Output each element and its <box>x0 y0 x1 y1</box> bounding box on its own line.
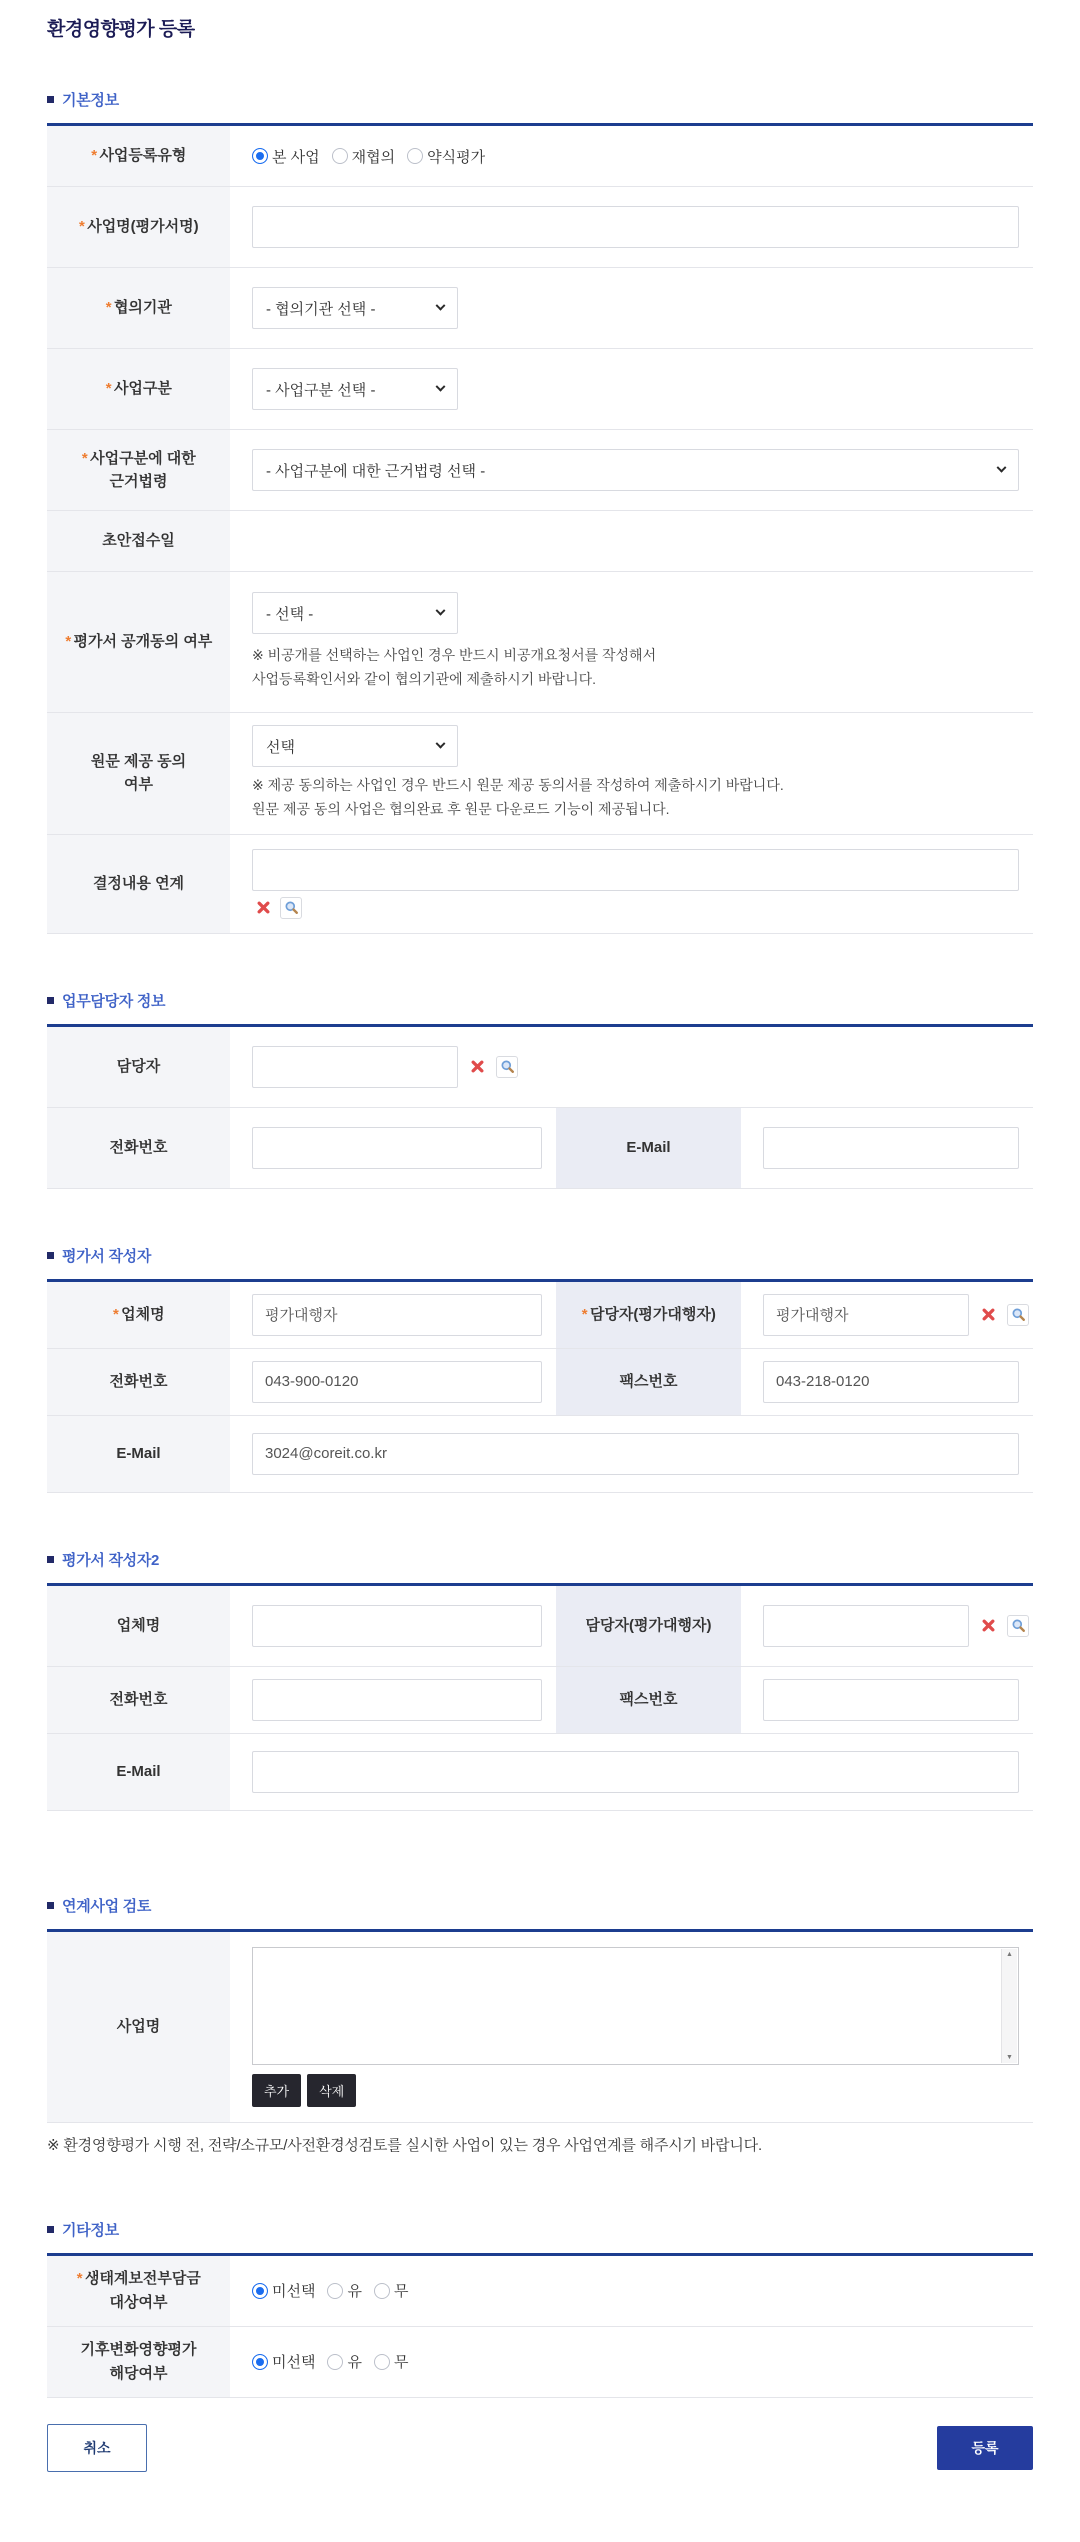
disclosure-consent-label: * 평가서 공개동의 여부 <box>47 572 230 712</box>
section-writer2-title: 평가서 작성자2 <box>62 1551 160 1569</box>
row-draft-date <box>47 511 1033 572</box>
decision-link-input[interactable] <box>252 849 1019 891</box>
section-manager <box>47 990 1033 1189</box>
basic-table <box>47 123 1033 934</box>
draft-date-label: 초안접수일 <box>47 511 230 571</box>
required-mark: * <box>112 1305 119 1323</box>
add-button[interactable]: 추가 <box>252 2074 301 2107</box>
business-class-select[interactable] <box>252 368 458 410</box>
disclosure-consent-select-value: - 선택 - <box>266 605 314 623</box>
section-writer2-header <box>47 1549 1033 1570</box>
writer2-fax-input[interactable] <box>763 1679 1019 1721</box>
row-writer2-email <box>47 1734 1033 1811</box>
row-writer1-company <box>47 1282 1033 1349</box>
eco-levy-radio-group <box>252 2280 408 2301</box>
row-manager-person <box>47 1027 1033 1108</box>
section-linked-header <box>47 1895 1033 1916</box>
writer2-phone-input[interactable] <box>252 1679 542 1721</box>
writer2-company-input[interactable] <box>252 1605 542 1647</box>
row-business-name <box>47 187 1033 268</box>
etc-table <box>47 2253 1033 2398</box>
writer1-phone-input[interactable] <box>252 1361 542 1403</box>
manager-phone-input[interactable] <box>252 1127 542 1169</box>
writer2-agent-input[interactable] <box>763 1605 969 1647</box>
row-legal-basis <box>47 430 1033 511</box>
registration-type-label: * 사업등록유형 <box>47 126 230 186</box>
business-class-select-value: - 사업구분 선택 - <box>266 381 376 399</box>
climate-assessment-label: 기후변화영향평가 해당여부 <box>47 2327 230 2397</box>
consult-org-label: * 협의기관 <box>47 268 230 348</box>
manager-table <box>47 1024 1033 1189</box>
search-icon[interactable] <box>496 1056 518 1078</box>
linked-business-listbox[interactable] <box>252 1947 1019 2065</box>
writer1-company-input[interactable] <box>252 1294 542 1336</box>
radio-climate-yes[interactable]: 유 <box>327 2351 362 2372</box>
section-basic-header <box>47 89 1033 110</box>
radio-unselected-icon[interactable] <box>332 148 348 164</box>
manager-person-label: 담당자 <box>47 1027 230 1107</box>
legal-basis-label: * 사업구분에 대한 근거법령 <box>47 430 230 510</box>
writer1-table <box>47 1279 1033 1493</box>
required-mark: * <box>76 2270 82 2288</box>
radio-selected-icon[interactable] <box>252 2354 268 2370</box>
radio-unselected-icon[interactable] <box>407 148 423 164</box>
linked-business-label: 사업명 <box>47 1932 230 2122</box>
section-writer1-header <box>47 1245 1033 1266</box>
writer2-company-label: 업체명 <box>47 1586 230 1666</box>
radio-eco-none[interactable]: 미선택 <box>252 2280 315 2301</box>
section-writer1-title: 평가서 작성자 <box>62 1247 152 1265</box>
writer1-email-label: E-Mail <box>47 1416 230 1492</box>
climate-assessment-radio-group <box>252 2351 408 2372</box>
row-disclosure-consent <box>47 572 1033 713</box>
writer1-phone-label: 전화번호 <box>47 1349 230 1415</box>
section-bullet-icon <box>47 1902 54 1909</box>
section-writer2 <box>47 1549 1033 1811</box>
radio-climate-no[interactable]: 무 <box>374 2351 409 2372</box>
section-basic <box>47 89 1033 934</box>
draft-date-value-cell <box>230 511 1033 571</box>
section-etc <box>47 2219 1033 2398</box>
row-business-class <box>47 349 1033 430</box>
eco-levy-label: * 생태계보전부담금 대상여부 <box>47 2256 230 2326</box>
decision-link-label: 결정내용 연계 <box>47 835 230 933</box>
writer1-agent-input[interactable] <box>763 1294 969 1336</box>
required-mark: * <box>581 1305 587 1323</box>
row-writer2-phone-fax <box>47 1667 1033 1734</box>
clear-icon[interactable] <box>977 1304 999 1326</box>
cancel-button[interactable]: 취소 <box>47 2424 147 2472</box>
row-writer1-email <box>47 1416 1033 1493</box>
section-etc-header <box>47 2219 1033 2240</box>
scroll-up-icon[interactable]: ▲ <box>1006 1950 1013 1958</box>
writer2-email-label: E-Mail <box>47 1734 230 1810</box>
section-etc-title: 기타정보 <box>62 2221 119 2239</box>
registration-type-radio-group <box>252 146 485 167</box>
linked-section-note: ※ 환경영향평가 시행 전, 전략/소규모/사전환경성검토를 실시한 사업이 있는 경우 사업연계를 해주시기 바랍니다. <box>47 2136 762 2154</box>
submit-button[interactable]: 등록 <box>937 2426 1033 2470</box>
section-linked <box>47 1895 1033 2155</box>
writer2-fax-label: 팩스번호 <box>556 1667 741 1733</box>
decision-link-icons <box>252 897 302 919</box>
page-title: 환경영향평가 등록 <box>47 19 195 40</box>
manager-email-label: E-Mail <box>556 1108 741 1188</box>
section-manager-title: 업무담당자 정보 <box>62 992 166 1010</box>
legal-basis-select[interactable] <box>252 449 1019 491</box>
footer <box>47 2424 1033 2472</box>
scrollbar[interactable] <box>1001 1949 1017 2063</box>
radio-selected-icon[interactable] <box>252 2283 268 2299</box>
radio-eco-yes[interactable]: 유 <box>327 2280 362 2301</box>
row-decision-link <box>47 835 1033 934</box>
radio-main-project[interactable]: 본 사업 <box>252 146 320 167</box>
writer1-fax-input[interactable] <box>763 1361 1019 1403</box>
section-bullet-icon <box>47 1252 54 1259</box>
writer2-phone-label: 전화번호 <box>47 1667 230 1733</box>
radio-unselected-icon[interactable] <box>327 2354 343 2370</box>
disclosure-consent-select[interactable] <box>252 592 458 634</box>
writer2-agent-label: 담당자(평가대행자) <box>556 1586 741 1666</box>
required-mark: * <box>105 299 111 317</box>
required-mark: * <box>64 633 71 651</box>
manager-email-input[interactable] <box>763 1127 1019 1169</box>
consult-org-select-value: - 협의기관 선택 - <box>266 300 376 318</box>
row-original-consent <box>47 713 1033 835</box>
writer2-email-input[interactable] <box>252 1751 1019 1793</box>
search-icon[interactable] <box>280 897 302 919</box>
chevron-down-icon <box>436 300 446 310</box>
radio-unselected-icon[interactable] <box>374 2283 390 2299</box>
section-bullet-icon <box>47 2226 54 2233</box>
section-linked-title: 연계사업 검토 <box>62 1897 152 1915</box>
linked-table <box>47 1929 1033 2123</box>
required-mark: * <box>90 147 97 165</box>
required-mark: * <box>78 218 85 236</box>
writer1-company-label: * 업체명 <box>47 1282 230 1348</box>
writer1-email-input[interactable] <box>252 1433 1019 1475</box>
legal-basis-select-value: - 사업구분에 대한 근거법령 선택 - <box>266 462 486 480</box>
business-class-label: * 사업구분 <box>47 349 230 429</box>
radio-selected-icon[interactable] <box>252 148 268 164</box>
writer1-agent-label: * 담당자(평가대행자) <box>556 1282 741 1348</box>
original-consent-note: ※ 제공 동의하는 사업인 경우 반드시 원문 제공 동의서를 작성하여 제출하시기 바랍니다. 원문 제공 동의 사업은 협의완료 후 원문 다운로드 기능이 제공됩니다. <box>252 777 784 817</box>
row-climate-assessment <box>47 2327 1033 2398</box>
linked-business-actions <box>252 2074 356 2107</box>
row-writer2-company <box>47 1586 1033 1667</box>
clear-icon[interactable] <box>252 897 274 919</box>
section-basic-title: 기본정보 <box>62 92 119 109</box>
section-manager-header <box>47 990 1033 1011</box>
chevron-down-icon <box>436 605 446 615</box>
row-linked-business <box>47 1932 1033 2123</box>
clear-icon[interactable] <box>466 1056 488 1078</box>
consult-org-select[interactable] <box>252 287 458 329</box>
row-consult-org <box>47 268 1033 349</box>
required-mark: * <box>81 449 88 467</box>
radio-unselected-icon[interactable] <box>327 2283 343 2299</box>
radio-eco-no[interactable]: 무 <box>374 2280 409 2301</box>
manager-phone-label: 전화번호 <box>47 1108 230 1188</box>
row-registration-type <box>47 126 1033 187</box>
business-name-label: * 사업명(평가서명) <box>47 187 230 267</box>
chevron-down-icon <box>436 738 446 748</box>
radio-unselected-icon[interactable] <box>374 2354 390 2370</box>
radio-reconsultation[interactable]: 재협의 <box>332 146 395 167</box>
delete-button[interactable]: 삭제 <box>307 2074 356 2107</box>
section-bullet-icon <box>47 1556 54 1563</box>
scroll-down-icon[interactable]: ▼ <box>1006 2053 1013 2061</box>
original-consent-select-value: 선택 <box>266 738 295 756</box>
original-consent-select[interactable] <box>252 725 458 767</box>
writer2-table <box>47 1583 1033 1811</box>
disclosure-consent-note: ※ 비공개를 선택하는 사업인 경우 반드시 비공개요청서를 작성해서 사업등록확인서와 같이 협의기관에 제출하시기 바랍니다. <box>252 647 657 687</box>
section-bullet-icon <box>47 96 54 103</box>
radio-climate-none[interactable]: 미선택 <box>252 2351 315 2372</box>
row-manager-contact <box>47 1108 1033 1189</box>
clear-icon[interactable] <box>977 1615 999 1637</box>
radio-simplified-eval[interactable]: 약식평가 <box>407 146 485 167</box>
chevron-down-icon <box>997 462 1007 472</box>
row-writer1-phone-fax <box>47 1349 1033 1416</box>
section-writer1 <box>47 1245 1033 1493</box>
search-icon[interactable] <box>1007 1304 1029 1326</box>
manager-person-input[interactable] <box>252 1046 458 1088</box>
business-name-input[interactable] <box>252 206 1019 248</box>
writer1-fax-label: 팩스번호 <box>556 1349 741 1415</box>
required-mark: * <box>105 380 111 398</box>
section-bullet-icon <box>47 997 54 1004</box>
search-icon[interactable] <box>1007 1615 1029 1637</box>
original-consent-label: 원문 제공 동의 여부 <box>47 713 230 834</box>
row-eco-levy <box>47 2256 1033 2327</box>
chevron-down-icon <box>436 381 446 391</box>
